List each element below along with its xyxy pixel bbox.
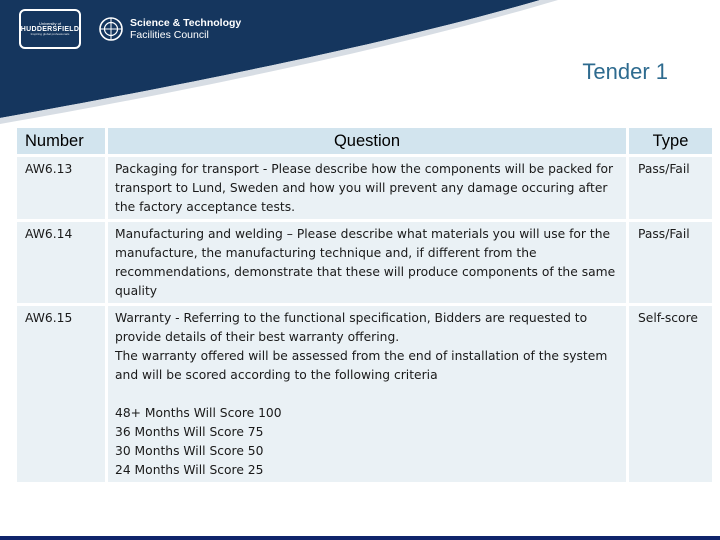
question-text: Warranty - Referring to the functional specification, Bidders are requested to provide details of their best warranty offering. [115, 311, 588, 344]
table-row [17, 157, 712, 219]
question-text: The warranty offered will be assessed from the end of installation of the system and will be scored according to the following criteria [115, 349, 608, 382]
stfc-subname: Facilities Council [130, 29, 209, 41]
stfc-logo [98, 14, 241, 44]
table-header-row [17, 128, 712, 154]
cell-type: Pass/Fail [629, 157, 712, 219]
question-text: 24 Months Will Score 25 [115, 463, 264, 477]
stfc-emblem-icon [98, 16, 124, 42]
stfc-name: Science & Technology [130, 17, 242, 29]
question-spacer [115, 385, 619, 404]
column-header-question: Question [108, 128, 626, 154]
huddersfield-logo: University of HUDDERSFIELD Inspiring global professionals [19, 9, 81, 49]
tender-questions-table [14, 125, 715, 485]
table-body [17, 157, 712, 482]
cell-number: AW6.13 [17, 157, 105, 219]
cell-number: AW6.14 [17, 222, 105, 303]
page-title: Tender 1 [582, 59, 668, 84]
question-text: Manufacturing and welding – Please describe what materials you will use for the manufacture, the manufacturing technique and, if different from the recommendations, demonstrate that these will produce components of the same quality [115, 227, 616, 298]
question-text: 48+ Months Will Score 100 [115, 406, 282, 420]
table-row [17, 306, 712, 482]
column-header-type: Type [629, 128, 712, 154]
cell-question [108, 157, 626, 219]
cell-type: Pass/Fail [629, 222, 712, 303]
column-header-number: Number [17, 128, 105, 154]
cell-question [108, 222, 626, 303]
question-text: Packaging for transport - Please describe how the components will be packed for transport to Lund, Sweden and how you will prevent any damage occuring after the factory acceptance tests. [115, 162, 614, 214]
question-text: 36 Months Will Score 75 [115, 425, 264, 439]
cell-question [108, 306, 626, 482]
cell-number: AW6.15 [17, 306, 105, 482]
footer-rule [0, 536, 720, 540]
cell-type: Self-score [629, 306, 712, 482]
question-text: 30 Months Will Score 50 [115, 444, 264, 458]
table-row [17, 222, 712, 303]
